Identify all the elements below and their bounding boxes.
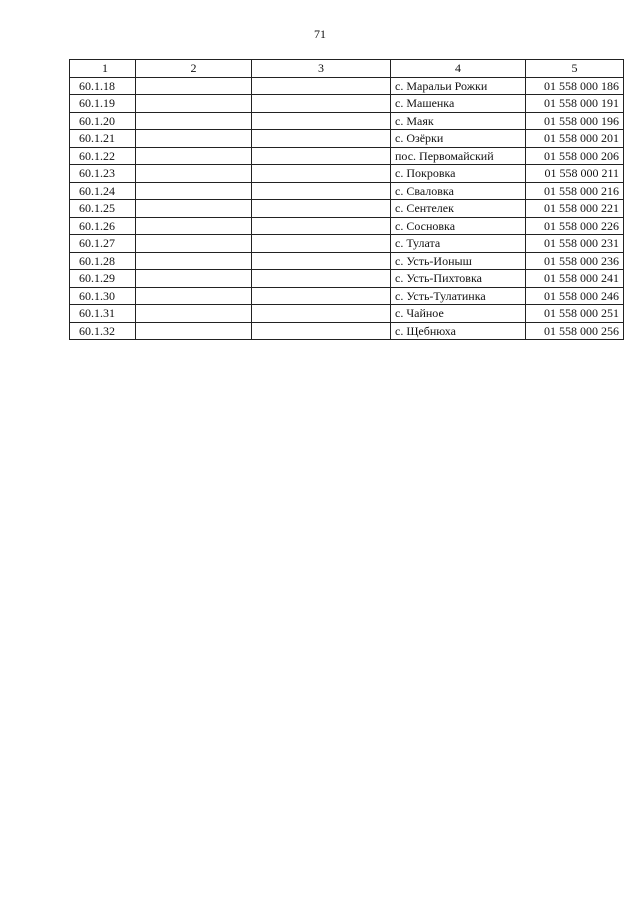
table-body xyxy=(70,77,624,340)
settlement-name-cell: с. Покровка xyxy=(391,165,526,183)
column-3-cell xyxy=(252,235,391,253)
column-2-cell xyxy=(136,322,252,340)
column-header-5: 5 xyxy=(526,60,624,78)
oktmo-code-cell: 01 558 000 236 xyxy=(526,252,624,270)
column-3-cell xyxy=(252,95,391,113)
oktmo-code-cell: 01 558 000 241 xyxy=(526,270,624,288)
oktmo-code-cell: 01 558 000 221 xyxy=(526,200,624,218)
oktmo-code-cell: 01 558 000 226 xyxy=(526,217,624,235)
column-3-cell xyxy=(252,270,391,288)
settlement-name-cell: с. Сентелек xyxy=(391,200,526,218)
table-row xyxy=(70,217,624,235)
settlement-name-cell: с. Усть-Тулатинка xyxy=(391,287,526,305)
column-2-cell xyxy=(136,287,252,305)
column-3-cell xyxy=(252,130,391,148)
table-row xyxy=(70,305,624,323)
row-code-cell: 60.1.19 xyxy=(70,95,136,113)
column-2-cell xyxy=(136,200,252,218)
row-code-cell: 60.1.29 xyxy=(70,270,136,288)
table-row xyxy=(70,165,624,183)
column-3-cell xyxy=(252,305,391,323)
header-row xyxy=(70,60,624,78)
table-row xyxy=(70,130,624,148)
page-number: 71 xyxy=(314,27,326,41)
row-code-cell: 60.1.25 xyxy=(70,200,136,218)
row-code-cell: 60.1.26 xyxy=(70,217,136,235)
column-header-3: 3 xyxy=(252,60,391,78)
settlement-name-cell: с. Сваловка xyxy=(391,182,526,200)
table-row xyxy=(70,235,624,253)
settlement-table xyxy=(69,59,624,340)
column-3-cell xyxy=(252,322,391,340)
oktmo-code-cell: 01 558 000 231 xyxy=(526,235,624,253)
row-code-cell: 60.1.20 xyxy=(70,112,136,130)
column-2-cell xyxy=(136,112,252,130)
settlement-name-cell: с. Щебнюха xyxy=(391,322,526,340)
table-row xyxy=(70,322,624,340)
column-header-4: 4 xyxy=(391,60,526,78)
oktmo-code-cell: 01 558 000 206 xyxy=(526,147,624,165)
row-code-cell: 60.1.21 xyxy=(70,130,136,148)
oktmo-code-cell: 01 558 000 191 xyxy=(526,95,624,113)
oktmo-code-cell: 01 558 000 196 xyxy=(526,112,624,130)
settlement-name-cell: с. Тулата xyxy=(391,235,526,253)
column-3-cell xyxy=(252,200,391,218)
row-code-cell: 60.1.28 xyxy=(70,252,136,270)
oktmo-code-cell: 01 558 000 201 xyxy=(526,130,624,148)
settlement-name-cell: с. Маральи Рожки xyxy=(391,77,526,95)
column-2-cell xyxy=(136,130,252,148)
settlement-name-cell: с. Маяк xyxy=(391,112,526,130)
table-row xyxy=(70,252,624,270)
settlement-name-cell: с. Машенка xyxy=(391,95,526,113)
oktmo-code-cell: 01 558 000 186 xyxy=(526,77,624,95)
column-2-cell xyxy=(136,235,252,253)
table-row xyxy=(70,287,624,305)
table-row xyxy=(70,95,624,113)
oktmo-code-cell: 01 558 000 211 xyxy=(526,165,624,183)
column-3-cell xyxy=(252,112,391,130)
column-2-cell xyxy=(136,182,252,200)
oktmo-code-cell: 01 558 000 246 xyxy=(526,287,624,305)
settlement-name-cell: с. Чайное xyxy=(391,305,526,323)
column-2-cell xyxy=(136,252,252,270)
column-2-cell xyxy=(136,95,252,113)
column-2-cell xyxy=(136,147,252,165)
table-row xyxy=(70,147,624,165)
row-code-cell: 60.1.31 xyxy=(70,305,136,323)
table-row xyxy=(70,112,624,130)
column-3-cell xyxy=(252,182,391,200)
column-3-cell xyxy=(252,147,391,165)
oktmo-code-cell: 01 558 000 216 xyxy=(526,182,624,200)
column-2-cell xyxy=(136,305,252,323)
column-header-1: 1 xyxy=(70,60,136,78)
row-code-cell: 60.1.18 xyxy=(70,77,136,95)
column-2-cell xyxy=(136,270,252,288)
table-header xyxy=(70,60,624,78)
row-code-cell: 60.1.27 xyxy=(70,235,136,253)
row-code-cell: 60.1.30 xyxy=(70,287,136,305)
settlement-name-cell: с. Усть-Ионыш xyxy=(391,252,526,270)
column-3-cell xyxy=(252,287,391,305)
row-code-cell: 60.1.23 xyxy=(70,165,136,183)
settlement-name-cell: с. Сосновка xyxy=(391,217,526,235)
table-row xyxy=(70,270,624,288)
settlement-name-cell: пос. Первомайский xyxy=(391,147,526,165)
row-code-cell: 60.1.22 xyxy=(70,147,136,165)
column-3-cell xyxy=(252,165,391,183)
column-2-cell xyxy=(136,77,252,95)
settlement-name-cell: с. Усть-Пихтовка xyxy=(391,270,526,288)
table-row xyxy=(70,77,624,95)
column-2-cell xyxy=(136,217,252,235)
oktmo-code-cell: 01 558 000 251 xyxy=(526,305,624,323)
table-row xyxy=(70,182,624,200)
column-3-cell xyxy=(252,252,391,270)
settlement-name-cell: с. Озёрки xyxy=(391,130,526,148)
table-row xyxy=(70,200,624,218)
column-2-cell xyxy=(136,165,252,183)
row-code-cell: 60.1.32 xyxy=(70,322,136,340)
oktmo-code-cell: 01 558 000 256 xyxy=(526,322,624,340)
column-3-cell xyxy=(252,77,391,95)
column-header-2: 2 xyxy=(136,60,252,78)
row-code-cell: 60.1.24 xyxy=(70,182,136,200)
column-3-cell xyxy=(252,217,391,235)
